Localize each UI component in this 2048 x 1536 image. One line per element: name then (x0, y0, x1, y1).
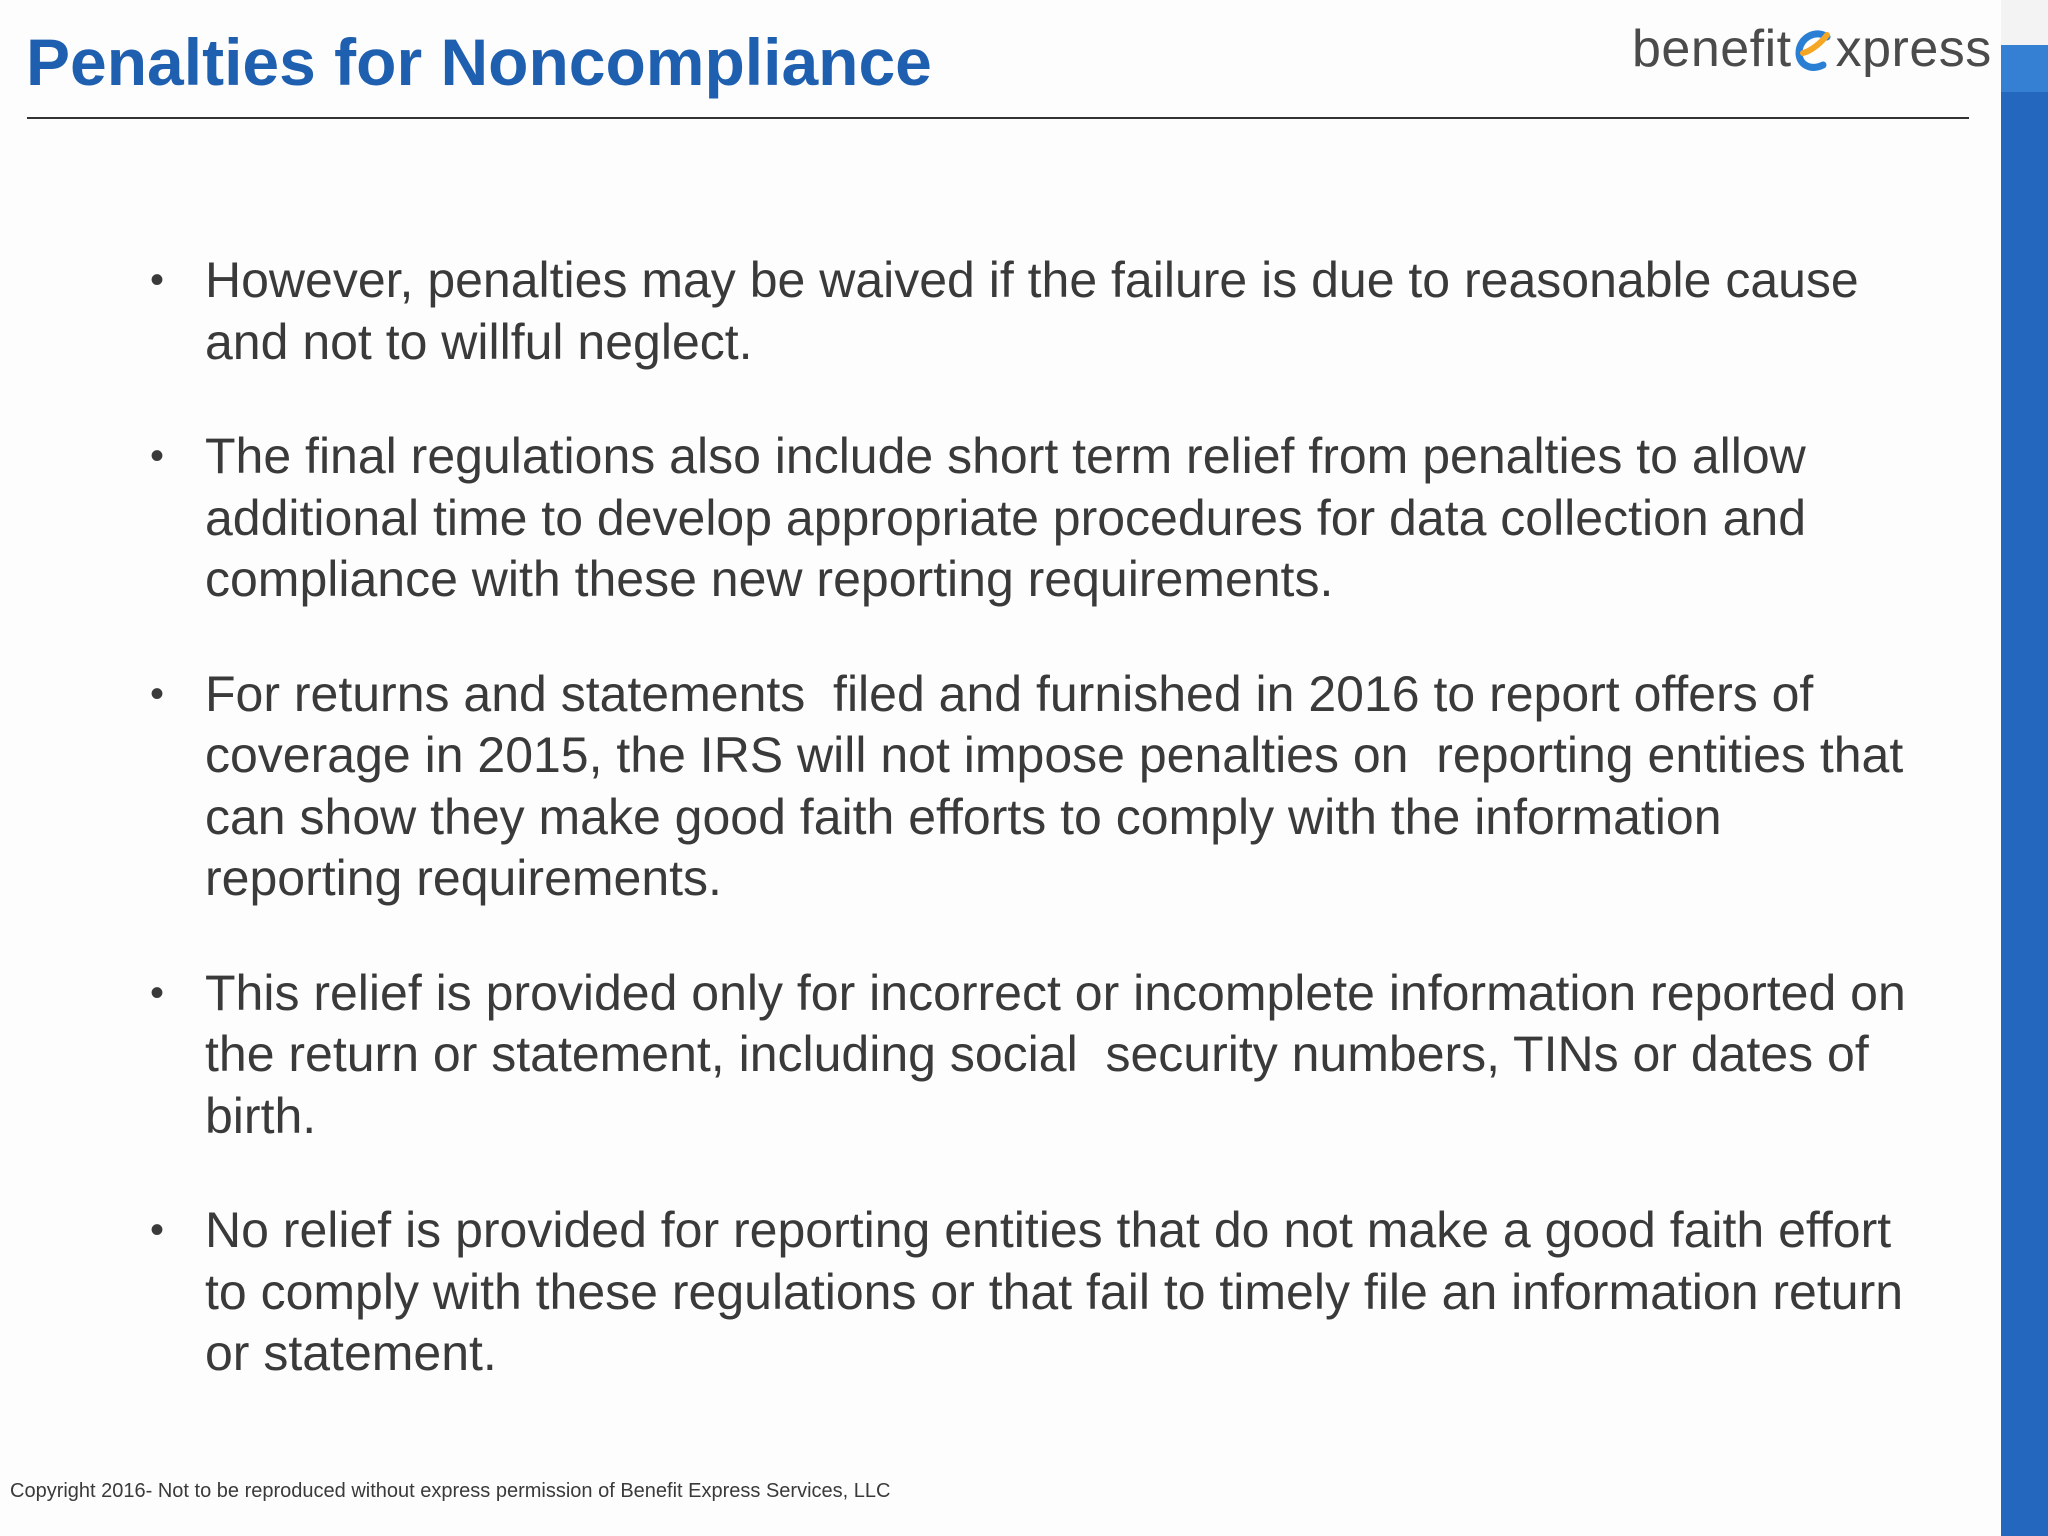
side-accent-bar (2001, 0, 2048, 1536)
bullet-dot-icon: • (149, 970, 164, 1015)
logo-text-benefit: benefit (1632, 20, 1792, 78)
bullet-dot-icon: • (149, 434, 164, 478)
bullet-item (142, 664, 1918, 910)
logo-text-xpress: xpress (1835, 20, 1992, 78)
bullet-text: For returns and statements filed and furnished in 2016 to report offers of coverage in 2015, the IRS will not impose penalties on reporting entities that can show they make good faith efforts to comply with the information reporting requirements. (205, 665, 1918, 906)
bullet-dot-icon: • (149, 258, 164, 302)
e-swoosh-icon (1793, 23, 1835, 75)
bullet-item (142, 1200, 1917, 1385)
side-bar-top-accent (2001, 0, 2048, 92)
title-divider (27, 117, 1969, 119)
bullet-text: No relief is provided for reporting entities that do not make a good faith effort to comply with these regulations or that fail to timely file an information return or statement. (205, 1202, 1917, 1381)
bullet-text: The final regulations also include short term relief from penalties to allow additional time to develop appropriate procedures for data collection and compliance with these new reporting requirements. (205, 428, 1820, 607)
bullet-item (142, 426, 1912, 611)
copyright-footer: Copyright 2016- Not to be reproduced without express permission of Benefit Express Services, LLC (10, 1480, 891, 1502)
bullet-item (142, 250, 1912, 373)
bullet-item (142, 963, 1920, 1148)
bullet-text: This relief is provided only for incorrect or incomplete information reported on the return or statement, including social security numbers, TINs or dates of birth. (205, 964, 1920, 1144)
bullet-list (142, 250, 1920, 1438)
bullet-text: However, penalties may be waived if the failure is due to reasonable cause and not to willful neglect. (205, 252, 1873, 370)
bullet-dot-icon: • (149, 1208, 164, 1252)
benefitexpress-logo (1632, 14, 1992, 84)
bullet-dot-icon: • (149, 671, 164, 716)
slide-title: Penalties for Noncompliance (26, 25, 932, 99)
